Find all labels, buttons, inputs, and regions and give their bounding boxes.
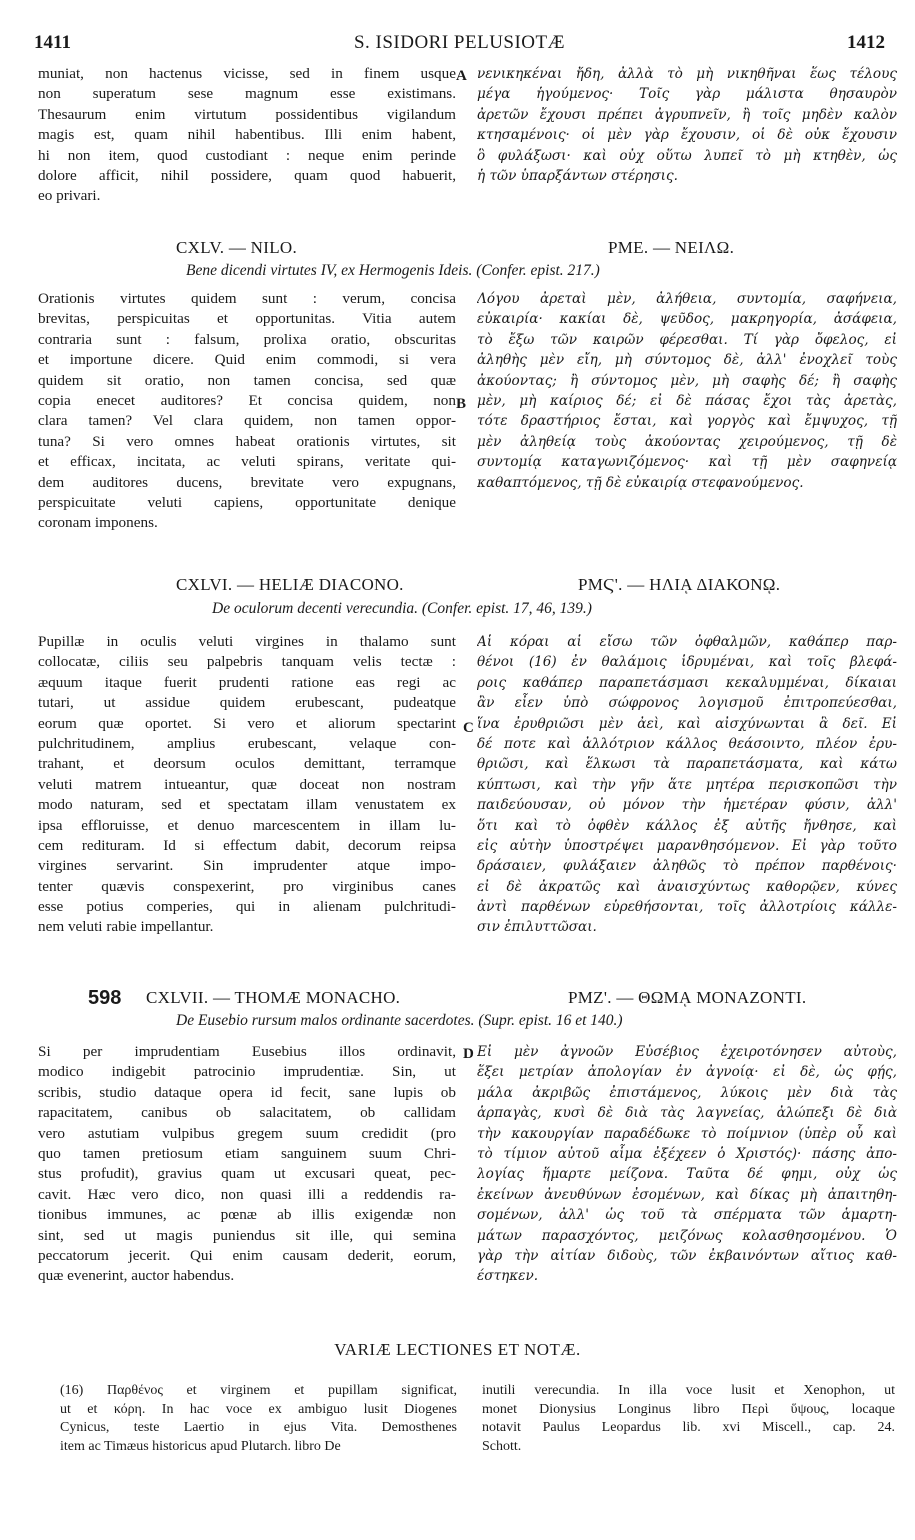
- text-line: tutari, ut assidue quidem erubescant, pudeatque: [38, 694, 456, 712]
- text-line: δράσαιεν, φυλάξαιεν ἀληθῶς τὸ πρέπον παρθένοις·: [477, 858, 897, 875]
- text-line: ἀρετῶν ἔχουσι πρέπει ἀγρυπνεῖν, ἢ τοῖς μηδὲν καλὸν: [477, 106, 897, 123]
- section-145-subtitle: Bene dicendi virtutes IV, ex Hermogenis Ideis. (Confer. epist. 217.): [186, 262, 600, 279]
- text-line: quo tamen pretiosum etiam sanguinem suum Chri-: [38, 1144, 456, 1162]
- text-line: copia enecet auditores? Et concisa quidem, non: [38, 391, 456, 409]
- text-line: peccatorum jecerit. Qui enim causam dederit, eorum,: [38, 1246, 456, 1264]
- text-line: perspicuitate veluti capiens, opportunitate denique: [38, 493, 456, 511]
- margin-letter-d: D: [463, 1046, 474, 1062]
- section-146-subtitle: De oculorum decenti verecundia. (Confer. epist. 17, 46, 139.): [212, 600, 592, 617]
- text-line: τὴν κακουργίαν παραδέδωκε τὸ ποίμνιον (ὑπὲρ οὗ καὶ: [477, 1125, 897, 1142]
- text-line: collocatæ, ciliis seu palpebris tanquam velis tectæ :: [38, 653, 456, 671]
- text-line: εἰ δὲ ἀκρατῶς καὶ ἀναισχύντως καθορῷεν, κύνες: [477, 878, 897, 895]
- text-line: quæ evenerint, auctor habendus.: [38, 1267, 235, 1285]
- text-line: ut et κόρη. In hac voce ex ambiguo lusit Diogenes: [60, 1401, 457, 1417]
- section-146-latin-text: [38, 632, 456, 938]
- text-line: νενικηκέναι ἤδη, ἀλλὰ τὸ μὴ νικηθῆναι ἕως τέλους: [477, 66, 897, 82]
- text-line: ἵνα ἐρυθριῶσι μὲν ἀεὶ, καὶ αἰσχύνωνται ἃ δεῖ. Εἰ: [477, 715, 897, 732]
- text-line: contraria sunt : falsum, prolixa oratio, obscuritas: [38, 330, 456, 348]
- notes-right-column: [482, 1382, 895, 1456]
- margin-letter-c: C: [463, 720, 474, 736]
- old-page-number: 598: [88, 987, 122, 1009]
- section-145-latin-heading: CXLV. — NILO.: [176, 238, 298, 257]
- section-145-greek-heading: ΡΜΕ. — ΝΕΙΛΩ.: [608, 238, 735, 257]
- text-line: Cynicus, teste Laertio in ejus Vita. Demosthenes: [60, 1420, 457, 1435]
- text-line: ἁρπαγὰς, κυσὶ δὲ διὰ τὰς λαγνείας, ἀλώπεξι δὲ διὰ: [477, 1105, 897, 1122]
- section-147-greek-heading: ΡΜΖ'. — ΘΩΜᾼ ΜΟΝΑΖΟΝΤΙ.: [568, 988, 807, 1007]
- margin-letter-a: A: [456, 68, 467, 84]
- text-line: cavit. Hæc vero dico, non quasi illi a reddendis ra-: [38, 1185, 456, 1203]
- text-line: veluti matrem intueantur, quæ doceat non nostram: [38, 775, 456, 793]
- text-line: tuna? Si vero omnes habeat orationis virtutes, sit: [38, 432, 456, 450]
- section-147-greek-text: [477, 1042, 897, 1287]
- column-number-right: 1412: [847, 32, 885, 53]
- text-line: μέγα ἡγούμενος· Τοῖς γὰρ μάλιστα θησαυρὸν: [477, 86, 897, 103]
- text-line: clara tamen? Vel clara quidem, non tamen oppor-: [38, 412, 456, 430]
- text-line: κύπτωσι, καὶ τὴν γῆν ἅτε μητέρα περισκοπῶσι τὴν: [477, 776, 897, 793]
- text-line: cem redituram. Id si effectum dabit, decorum reipsa: [38, 836, 456, 854]
- text-line: δέ ποτε καὶ ἀλλότριον κάλλος θεάσοιντο, πλέον ἐρυ-: [477, 735, 897, 752]
- text-line: Thesaurum enim virtutum possidentibus vigilandum: [38, 105, 456, 123]
- text-line: Si per imprudentiam Eusebius illos ordinavit,: [38, 1043, 456, 1060]
- text-line: tenter quævis conspexerint, pro virginibus canes: [38, 877, 456, 895]
- text-line: μάλα ἀκριβῶς ἐπιστάμενος, λύκοις μὲν διὰ τὰς: [477, 1084, 897, 1101]
- section-146-greek-heading: ΡΜϚ'. — ΗΛΙᾼ ΔΙΑΚΟΝῼ.: [578, 575, 781, 594]
- text-line: et importune dicere. Quid enim commodi, si vera: [38, 351, 456, 369]
- text-line: tionibus immunes, ac pœnæ ab illis exigendæ non: [38, 1206, 456, 1224]
- text-line: Pupillæ in oculis veluti virgines in thalamo sunt: [38, 633, 456, 650]
- section-147-latin-text: [38, 1042, 456, 1287]
- text-line: ἂν εἶεν ὑπὸ σώφρονος λογισμοῦ ἐπιτροπεύεσθαι,: [477, 695, 897, 712]
- text-line: Αἱ κόραι αἱ εἴσω τῶν ὀφθαλμῶν, καθάπερ παρ-: [477, 634, 897, 650]
- text-line: Εἰ μὲν ἀγνοῶν Εὐσέβιος ἐχειροτόνησεν αὐτοὺς,: [477, 1044, 897, 1060]
- text-line: (16) Παρθένος et virginem et pupillam significat,: [60, 1383, 457, 1398]
- text-line: sint, sed ut magis puniendus sit ille, qui semina: [38, 1226, 456, 1244]
- text-line: συντομίᾳ καταγωνιζόμενος· καὶ τῇ μὲν σαφηνείᾳ: [477, 454, 897, 471]
- text-line: non superatum sese magnum esse existimans.: [38, 85, 456, 103]
- text-line: vero astutiam vulpibus gregem suum credidit (pro: [38, 1124, 456, 1142]
- section-146-latin-heading: CXLVI. — HELIÆ DIACONO.: [176, 575, 404, 594]
- text-line: τὸ ἔξω τῶν καιρῶν φέρεσθαι. Τί γὰρ ὄφελος, εἰ: [477, 331, 897, 348]
- text-line: notavit Paulus Leopardus lib. xvi Miscell., cap. 24.: [482, 1420, 895, 1435]
- text-line: esse potius comperies, qui in alienam pulchritudi-: [38, 898, 456, 916]
- text-line: item ac Timæus historicus apud Plutarch. libro De: [60, 1438, 341, 1454]
- text-line: quidem sit oratio, non tamen concisa, sed quæ: [38, 371, 456, 389]
- column-number-left: 1411: [34, 32, 71, 53]
- text-line: ροις καθάπερ παραπετάσμασι κεκαλυμμέναι, δίκαιαι: [477, 674, 897, 691]
- text-line: ἐκείνων ἀνευθύνων ἐσομένων, καὶ δίκας μὴ ἀπαιτηθη-: [477, 1186, 897, 1203]
- text-line: γὰρ τὴν αἰτίαν διδοὺς, τῶν ἐκβαινόντων αἴτιος καθ-: [477, 1247, 897, 1264]
- greek-continuation: [477, 64, 897, 186]
- running-head: [34, 32, 885, 58]
- text-line: σιν ἐπιλυττῶσαι.: [477, 919, 597, 936]
- text-line: inutili verecundia. In illa voce lusit et Xenophon, ut: [482, 1383, 895, 1398]
- section-146-greek-text: [477, 632, 897, 938]
- text-line: τὸ τίμιον αὐτοῦ αἷμα ἐξέχεεν ὁ Χριστός)· πάσης ἀπο-: [477, 1145, 897, 1162]
- text-line: magis est, quam nihil habentibus. Illi enim habent,: [38, 126, 456, 144]
- text-line: et efficax, incitata, ac veluti spirans, veritate qui-: [38, 453, 456, 471]
- text-line: Orationis virtutes quidem sunt : verum, concisa: [38, 290, 456, 307]
- text-line: æquum itaque fuerit prudenti ratione eas regi ac: [38, 673, 456, 691]
- text-line: nem veluti rabie impellantur.: [38, 918, 214, 936]
- text-line: rapacitatem, canibus ob salacitatem, ob callidam: [38, 1104, 456, 1122]
- text-line: trahant, et deorsum oculos demittant, terramque: [38, 755, 456, 773]
- text-line: coronam imponens.: [38, 514, 158, 532]
- text-line: εὐκαιρία· κακίαι δὲ, ψεῦδος, μακρηγορία, ἀσάφεια,: [477, 311, 897, 328]
- text-line: ἀκούοντας; ἢ σύντομος μὲν, μὴ σαφὴς δέ; ἢ σαφὴς: [477, 372, 897, 389]
- text-line: μὲν, μὴ καίριος δέ; εἰ δὲ πάσας ἔχοι τὰς ἀρετὰς,: [477, 392, 897, 409]
- text-line: modico indigebit patrocinio imprudentiæ. Sin, ut: [38, 1063, 456, 1081]
- text-line: eo privari.: [38, 187, 101, 205]
- text-line: brevitas, perspicuitas et opportunitas. Vitia autem: [38, 310, 456, 328]
- text-line: scribis, studio dataque opera id fecit, sane lupis ob: [38, 1083, 456, 1101]
- notes-title: VARIÆ LECTIONES ET NOTÆ.: [334, 1340, 581, 1359]
- text-line: μὲν ἀληθείᾳ τοὺς ἀκούοντας χειρούμενος, τῇ δὲ: [477, 433, 897, 450]
- text-line: eorum quæ oportet. Si vero et aliorum spectarint: [38, 714, 456, 732]
- text-line: θένοι (16) ἐν θαλάμοις ἱδρυμέναι, καὶ τοῖς βλεφά-: [477, 654, 897, 671]
- section-147-subtitle: De Eusebio rursum malos ordinante sacerdotes. (Supr. epist. 16 et 140.): [176, 1012, 623, 1029]
- text-line: stus profudit), gravius quam ut excusari queat, pec-: [38, 1165, 456, 1183]
- text-line: ἡ τῶν ὑπαρξάντων στέρησις.: [477, 167, 678, 184]
- notes-left-column: [60, 1382, 457, 1456]
- text-line: κτησαμένοις· οἱ μὲν γὰρ ἔχουσιν, οἱ δὲ οὐκ ἔχουσιν: [477, 127, 897, 144]
- section-147-latin-heading: CXLVII. — THOMÆ MONACHO.: [146, 988, 401, 1007]
- text-line: καθαπτόμενος, τῇ δὲ εὐκαιρίᾳ στεφανούμενος.: [477, 474, 804, 491]
- text-line: έστηκεν.: [477, 1268, 539, 1285]
- text-line: pulchritudinem, amplius erubescant, velaque con-: [38, 734, 456, 752]
- text-line: ἀληθὴς μὲν εἴη, μὴ σύντομος δὲ, ἀλλ' ἐνοχλεῖ τοὺς: [477, 352, 897, 369]
- text-line: hi non item, quod custodiant : neque enim perinde: [38, 146, 456, 164]
- section-145-latin-text: [38, 289, 456, 534]
- text-line: virgines servarint. Sin imprudenter atque impo-: [38, 857, 456, 875]
- text-line: εἰς αὐτὴν ὑποστρέψει μαρανθησόμενον. Εἰ γὰρ τοῦτο: [477, 837, 897, 854]
- text-line: ὃ φυλάξωσι· καὶ οὐχ οὕτω λυπεῖ τὸ μὴ κτηθὲν, ὡς: [477, 147, 897, 164]
- text-line: παιδεύουσαν, οὐ μόνον τὴν ἡμετέραν φύσιν, ἀλλ': [477, 797, 897, 814]
- text-line: σομένων, ἀλλ' ὡς τοῦ τὰ σπέρματα τῶν ἁμαρτη-: [477, 1207, 897, 1224]
- text-line: τότε δραστήριος ἔσται, καὶ γοργὸς καὶ ἔμψυχος, τῇ: [477, 413, 897, 430]
- section-145-greek-text: [477, 289, 897, 493]
- text-line: Schott.: [482, 1438, 522, 1454]
- text-line: μάτων παρασχόντος, μειζόνως κολασθησομένου. Ὁ: [477, 1227, 897, 1244]
- text-line: ὅτι καὶ τὸ ὀφθὲν κάλλος ἐξ αὐτῆς ἤνθησε, καὶ: [477, 817, 897, 834]
- text-line: Λόγου ἀρεταὶ μὲν, ἀλήθεια, συντομία, σαφήνεια,: [477, 291, 897, 307]
- text-line: ἕξει μετρίαν ἀπολογίαν ἐν ἀγνοίᾳ· εἰ δὲ, ὡς φῄς,: [477, 1064, 897, 1081]
- running-title: S. ISIDORI PELUSIOTÆ: [353, 32, 566, 53]
- text-line: dolore afficit, nihil possidere, quam quod habuerit,: [38, 166, 456, 184]
- margin-letter-b: B: [456, 396, 467, 412]
- text-line: θριῶσι, καὶ ἕλκωσι τὰ παραπετάσματα, καὶ κάτω: [477, 756, 897, 773]
- text-line: dem auditores ducens, brevitate vero expugnans,: [38, 473, 456, 491]
- latin-continuation: [38, 64, 456, 207]
- text-line: modo naturam, sed et spectatam illam venustatem ex: [38, 796, 456, 814]
- text-line: monet Dionysius Longinus libro Περὶ ὕψους, locaque: [482, 1401, 895, 1417]
- text-line: ipsa effloruisse, et denuo marcescentem in illam lu-: [38, 816, 456, 834]
- text-line: ἀντὶ παρθένων εὑρεθήσονται, τοῖς ἀλλοτρίοις κάλλε-: [477, 899, 897, 916]
- text-line: λογίας ἥμαρτε μείζονα. Ταῦτα δέ φημι, οὐχ ὡς: [477, 1166, 897, 1183]
- text-line: muniat, non hactenus vicisse, sed in finem usque: [38, 65, 456, 82]
